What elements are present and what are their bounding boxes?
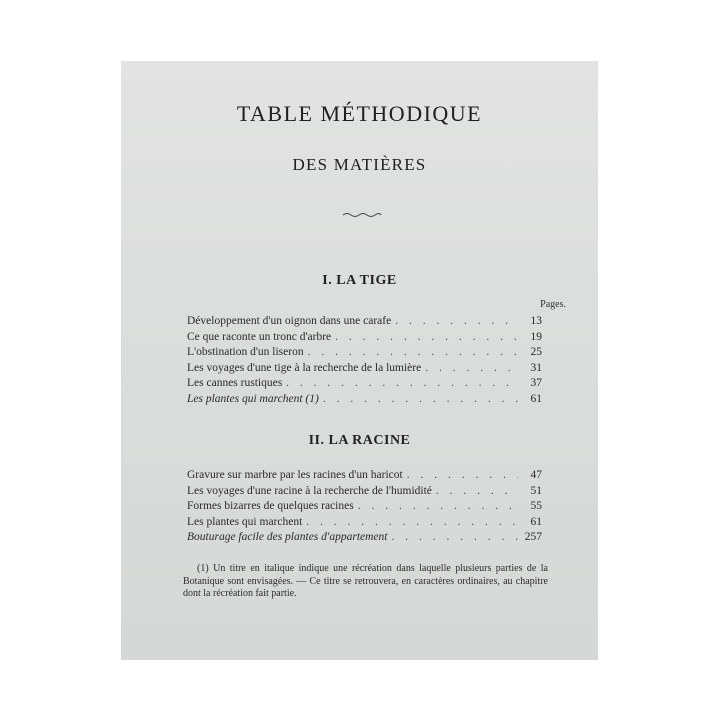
- leader-dots: [306, 515, 518, 531]
- toc-entry-page: 257: [524, 531, 542, 543]
- toc-entry[interactable]: [187, 361, 542, 377]
- leader-dots: [308, 345, 518, 361]
- page-subtitle: DES MATIÈRES: [292, 155, 427, 174]
- toc-entry-page: 25: [530, 346, 542, 358]
- toc-list-racine: [187, 468, 542, 546]
- toc-entry-label: Les plantes qui marchent (1): [187, 392, 319, 405]
- section-heading-tige: I. LA TIGE: [322, 273, 397, 288]
- toc-entry[interactable]: [187, 376, 542, 392]
- leader-dots: [335, 330, 518, 346]
- leader-dots: [436, 484, 518, 500]
- toc-entry-label: Bouturage facile des plantes d'appartement: [187, 531, 388, 543]
- toc-entry-page: 47: [530, 469, 542, 481]
- toc-entry[interactable]: [187, 468, 542, 484]
- toc-entry[interactable]: [187, 515, 542, 531]
- section-heading-racine: II. LA RACINE: [308, 433, 411, 448]
- toc-entry-page: 37: [530, 377, 542, 389]
- toc-entry-page: 19: [530, 330, 542, 343]
- pages-column-label: Pages.: [540, 299, 566, 310]
- toc-entry-label: Les cannes rustiques: [187, 377, 283, 389]
- footnote: (1) Un titre en italique indique une récréation dans laquelle plusieurs parties de la Botanique sont envisagées. — Ce titre se retrouvera, en caractères ordinaires, au chapitre dont la récréation fait partie.: [183, 563, 548, 599]
- ornament-flourish: [342, 211, 382, 219]
- leader-dots: [286, 376, 518, 392]
- toc-entry-page: 55: [530, 500, 542, 512]
- leader-dots: [358, 499, 518, 515]
- toc-entry[interactable]: [187, 345, 542, 361]
- toc-entry-label: Gravure sur marbre par les racines d'un haricot: [187, 469, 403, 481]
- toc-entry-page: 13: [530, 315, 542, 327]
- page-title: TABLE MÉTHODIQUE: [236, 101, 483, 126]
- toc-entry-label: Les voyages d'une racine à la recherche de l'humidité: [187, 484, 432, 497]
- toc-entry[interactable]: [187, 499, 542, 515]
- toc-list-tige: [187, 314, 542, 407]
- leader-dots: [425, 361, 518, 377]
- toc-entry-label: L'obstination d'un liseron: [187, 346, 304, 358]
- toc-entry-page: 61: [530, 392, 542, 405]
- toc-entry[interactable]: [187, 484, 542, 500]
- toc-entry[interactable]: [187, 330, 542, 346]
- leader-dots: [407, 468, 518, 484]
- toc-entry-page: 51: [530, 484, 542, 497]
- toc-entry-label: Développement d'un oignon dans une carafe: [187, 315, 392, 327]
- toc-entry-page: 31: [530, 361, 542, 374]
- leader-dots: [323, 392, 518, 408]
- toc-entry-label: Ce que raconte un tronc d'arbre: [187, 330, 332, 343]
- toc-entry[interactable]: [187, 314, 542, 330]
- toc-entry-page: 61: [530, 515, 542, 528]
- leader-dots: [395, 314, 518, 330]
- toc-entry[interactable]: [187, 530, 542, 546]
- toc-entry-label: Les voyages d'une tige à la recherche de la lumière: [187, 361, 422, 374]
- leader-dots: [391, 530, 518, 546]
- book-page: [121, 61, 598, 660]
- toc-entry-label: Formes bizarres de quelques racines: [187, 500, 354, 512]
- toc-entry[interactable]: [187, 392, 542, 408]
- toc-entry-label: Les plantes qui marchent: [187, 515, 303, 528]
